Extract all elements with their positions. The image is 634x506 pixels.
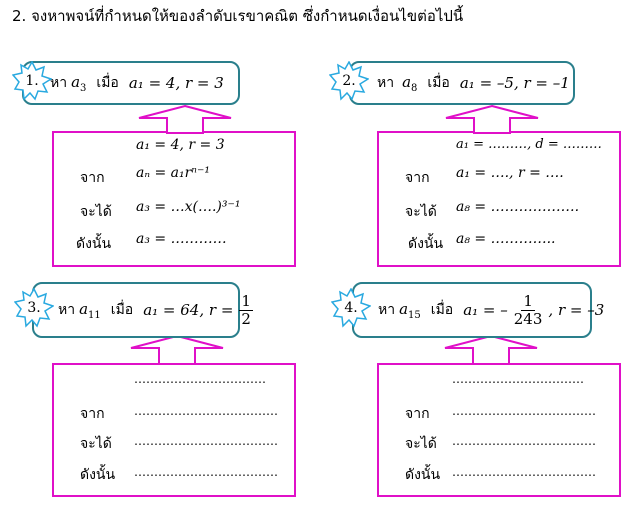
answer2-so-expr: a₈ = …………..	[456, 231, 556, 247]
question-box-1: หา $a_3$ เมื่อ a₁ = 4, r = 3	[22, 61, 240, 105]
answer2-so-label: ดังนั้น	[408, 236, 444, 252]
arrow-up-1	[135, 104, 235, 134]
answer4-so-label: ดังนั้น	[405, 467, 441, 483]
page-title: 2. จงหาพจน์ที่กำหนดให้ของลำดับเรขาคณิต ซึ่งกำหนดเงื่อนไขต่อไปนี้	[12, 7, 464, 25]
number-badge-4: 4.	[331, 288, 371, 328]
given-4: a₁ = –	[463, 301, 508, 319]
given-3: a₁ = 64, r =	[143, 301, 234, 319]
answer4-blank-so: ………………………………	[452, 465, 596, 479]
answer3-blank-from: ………………………………	[134, 404, 278, 418]
answer1-so-expr: a₃ = …………	[136, 231, 227, 247]
answer1-given: a₁ = 4, r = 3	[136, 137, 225, 153]
answer2-get-expr: a₈ = ……………….	[456, 199, 580, 215]
number-badge-2: 2.	[329, 61, 369, 101]
question-box-3: หา $a_{11}$ เมื่อ a₁ = 64, r = $\frac{1}{2}$	[32, 282, 240, 338]
arrow-up-2	[442, 104, 542, 134]
answer4-from-label: จาก	[405, 406, 430, 422]
answer4-blank-get: ………………………………	[452, 434, 596, 448]
answer1-from-label: จาก	[80, 170, 105, 186]
answer3-blank-top: ……………………………	[134, 372, 266, 386]
answer4-get-label: จะได้	[405, 436, 437, 452]
number-badge-3: 3.	[14, 288, 54, 328]
answer2-given: a₁ = ………, d = ………	[456, 137, 602, 152]
answer1-get-expr: a₃ = …x(….)³⁻¹	[136, 199, 241, 215]
answer1-formula: aₙ = a₁rⁿ⁻¹	[136, 165, 210, 181]
answer1-so-label: ดังนั้น	[76, 236, 112, 252]
answer4-blank-from: ………………………………	[452, 404, 596, 418]
answer3-blank-get: ………………………………	[134, 434, 278, 448]
question-box-2: หา $a_8$ เมื่อ a₁ = –5, r = –1	[349, 61, 575, 105]
fraction-r-3: $\frac{1}{2}$	[241, 291, 251, 328]
number-badge-1: 1.	[12, 61, 52, 101]
answer3-blank-so: ………………………………	[134, 465, 278, 479]
arrow-up-4	[441, 334, 541, 365]
given-1: a₁ = 4, r = 3	[128, 74, 224, 92]
answer2-formula: a₁ = …., r = ….	[456, 165, 564, 181]
question-box-4: หา $a_{15}$ เมื่อ a₁ = – $\frac{1}{243}$ , r = –3	[352, 282, 592, 338]
answer2-get-label: จะได้	[405, 204, 437, 220]
answer3-from-label: จาก	[80, 406, 105, 422]
answer3-get-label: จะได้	[80, 436, 112, 452]
answer4-blank-top: ……………………………	[452, 372, 584, 386]
answer2-from-label: จาก	[405, 170, 430, 186]
answer3-so-label: ดังนั้น	[80, 467, 116, 483]
given-2: a₁ = –5, r = –1	[459, 74, 570, 92]
answer1-get-label: จะได้	[80, 204, 112, 220]
arrow-up-3	[127, 334, 227, 365]
fraction-a1-4: $\frac{1}{243}$	[513, 291, 543, 328]
